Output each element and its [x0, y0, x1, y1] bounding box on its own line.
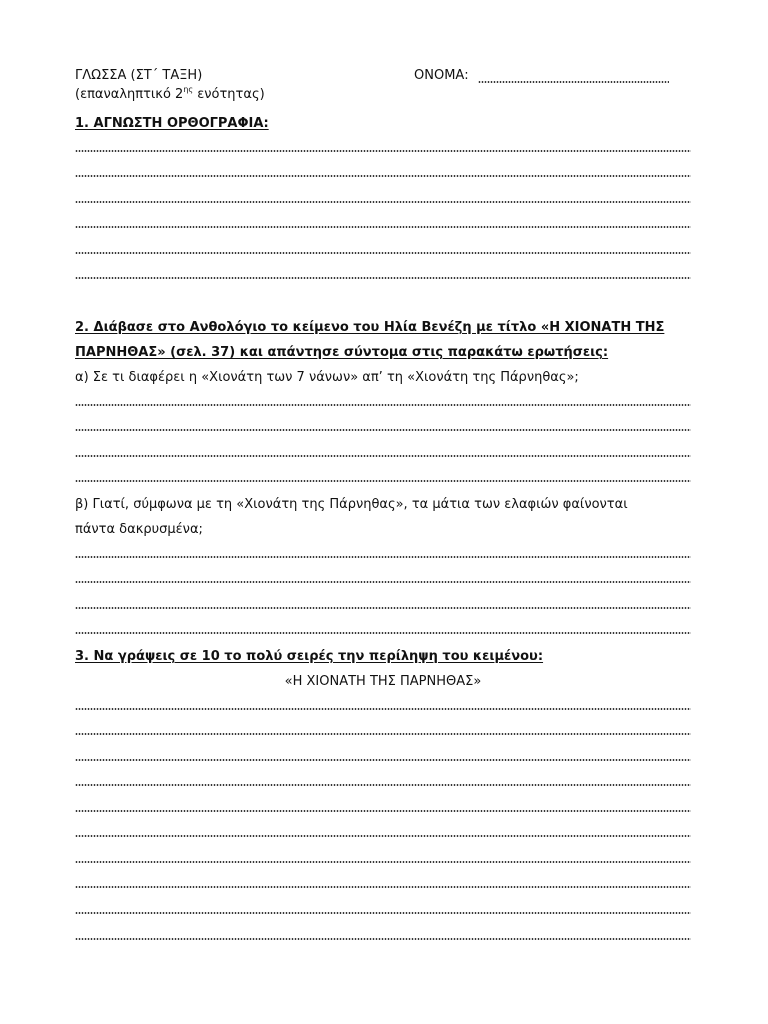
answer-line[interactable] — [75, 912, 691, 914]
answer-line[interactable] — [75, 150, 691, 152]
question-b-line2: πάντα δακρυσμένα; — [75, 522, 203, 537]
answer-line[interactable] — [75, 556, 691, 558]
answer-line[interactable] — [75, 759, 691, 761]
answer-line[interactable] — [75, 607, 691, 609]
question-b-line1: β) Γιατί, σύμφωνα με τη «Χιονάτη της Πάρνηθας», τα μάτια των ελαφιών φαίνονται — [75, 497, 628, 512]
section2-title-line1: 2. Διάβασε στο Ανθολόγιο το κείμενο του Ηλία Βενέζη με τίτλο «Η ΧΙΟΝΑΤΗ ΤΗΣ — [75, 320, 665, 335]
answer-line[interactable] — [75, 810, 691, 812]
answer-line[interactable] — [75, 480, 691, 482]
answer-line[interactable] — [75, 581, 691, 583]
answer-line[interactable] — [75, 201, 691, 203]
answer-line[interactable] — [75, 252, 691, 254]
answer-line[interactable] — [75, 277, 691, 279]
answer-line[interactable] — [75, 632, 691, 634]
subtitle — [75, 87, 265, 103]
section3-title: 3. Να γράψεις σε 10 το πολύ σειρές την περίληψη του κειμένου: — [75, 649, 544, 664]
answer-line[interactable] — [75, 784, 691, 786]
section2-title-line2: ΠΑΡΝΗΘΑΣ» (σελ. 37) και απάντησε σύντομα στις παρακάτω ερωτήσεις: — [75, 345, 609, 360]
section1-title: 1. ΑΓΝΩΣΤΗ ΟΡΘΟΓΡΑΦΙΑ: — [75, 116, 269, 131]
answer-line[interactable] — [75, 733, 691, 735]
subtitle-suffix: ενότητας) — [193, 87, 265, 102]
name-label: ΟΝΟΜΑ: — [414, 68, 469, 83]
answer-line[interactable] — [75, 886, 691, 888]
answer-line[interactable] — [75, 938, 691, 940]
name-answer-line[interactable] — [478, 81, 669, 83]
text-title: «Η ΧΙΟΝΑΤΗ ΤΗΣ ΠΑΡΝΗΘΑΣ» — [284, 674, 482, 689]
answer-line[interactable] — [75, 226, 691, 228]
answer-line[interactable] — [75, 708, 691, 710]
answer-line[interactable] — [75, 835, 691, 837]
answer-line[interactable] — [75, 404, 691, 406]
answer-line[interactable] — [75, 861, 691, 863]
answer-line[interactable] — [75, 429, 691, 431]
subtitle-sup: ης — [183, 85, 194, 94]
answer-line[interactable] — [75, 455, 691, 457]
question-a: α) Σε τι διαφέρει η «Χιονάτη των 7 νάνων» απ’ τη «Χιονάτη της Πάρνηθας»; — [75, 370, 579, 385]
subject-label: ΓΛΩΣΣΑ (ΣΤ΄ ΤΑΞΗ) — [75, 68, 203, 83]
subtitle-prefix: (επαναληπτικό 2 — [75, 87, 184, 102]
answer-line[interactable] — [75, 175, 691, 177]
